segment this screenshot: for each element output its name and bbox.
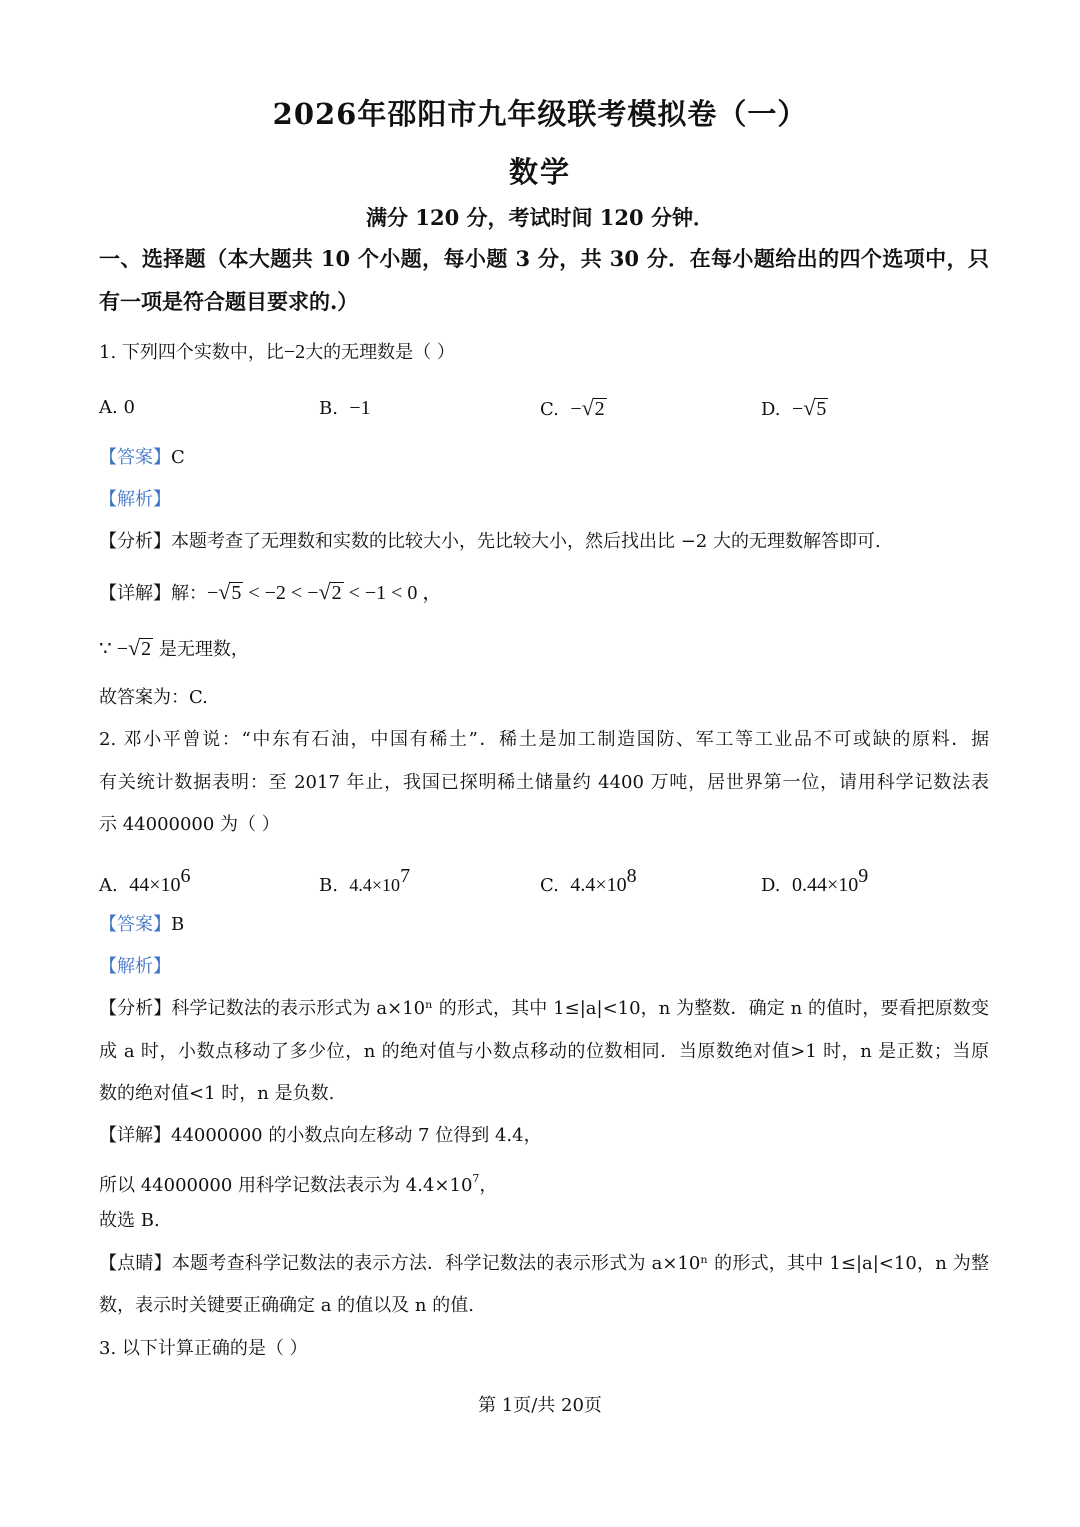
q2-option-d-base: 0.44×10 [791, 874, 859, 896]
q1-because-radicand: 2 [141, 638, 152, 660]
q1-answer [99, 446, 989, 470]
q2-fenxi-line3: 数的绝对值<1 时，n 是负数. [99, 1083, 335, 1104]
q1-stem-number: −2 [283, 341, 306, 363]
q2-option-a-exp: 6 [180, 865, 191, 887]
q1-option-c-label: C. [540, 399, 559, 420]
q2-answer-tag: 【答案】 [99, 914, 171, 935]
q1-fenxi [99, 530, 989, 554]
q1-conclusion: 故答案为：C. [99, 687, 208, 708]
q1-option-c-radicand: 2 [594, 398, 605, 420]
q2-answer-value: B [171, 914, 185, 935]
radical-sign-icon: √ [803, 395, 816, 420]
q1-option-d [761, 396, 828, 422]
q2-option-c-label: C. [540, 875, 559, 896]
q1-xiangjie-tag: 【详解】 [99, 583, 171, 604]
q2-xiangjie-tag: 【详解】 [99, 1125, 171, 1146]
q2-option-c [540, 864, 637, 898]
radical-sign-icon: √ [128, 635, 141, 660]
q1-answer-tag: 【答案】 [99, 447, 171, 468]
q2-option-d [761, 864, 868, 898]
q2-answer [99, 913, 989, 937]
q2-stem-line1: 2. 邓小平曾说：“中东有石油，中国有稀土”．稀土是加工制造国防、军工等工业品不可或缺的原料．据 [99, 729, 989, 750]
q1-ineq-b: < −2 < − [243, 582, 319, 604]
q2-fenxi-line2: 成 a 时，小数点移动了多少位，n 的绝对值与小数点移动的位数相同．当原数绝对值>1 时，n 是正数；当原 [99, 1041, 989, 1062]
q1-option-c-sign: − [570, 398, 582, 420]
q2-stem-line3: 示 44000000 为（ ） [99, 814, 280, 835]
q1-option-b [319, 396, 371, 421]
q2-option-b-base: 4.4×10 [349, 875, 401, 895]
q2-dianjing-text-1: 本题考查科学记数法的表示方法．科学记数法的表示形式为 a×10ⁿ 的形式，其中 1≤|a|<10，n 为整 [171, 1253, 989, 1274]
q2-dianjing-tag: 【点睛】 [99, 1253, 172, 1274]
q1-option-b-label: B. [319, 398, 338, 419]
q2-result-tail: ， [479, 1175, 498, 1196]
q2-option-b-label: B. [319, 875, 338, 896]
q1-stem [99, 340, 989, 365]
q1-ineq-radicand-2: 2 [331, 582, 342, 604]
exam-title: 2026年邵阳市九年级联考模拟卷（一） [272, 97, 808, 131]
q1-option-d-sign: − [791, 398, 804, 420]
q1-option-d-radicand: 5 [816, 398, 827, 420]
q1-xiangjie-prefix: 解： [171, 583, 207, 604]
q2-fenxi-line1 [99, 997, 989, 1021]
subject-title: 数学 [508, 155, 571, 189]
q2-option-d-label: D. [761, 875, 781, 896]
q2-xiangjie [99, 1124, 989, 1148]
radical-sign-icon: √ [581, 395, 594, 420]
q1-fenxi-text: 本题考查了无理数和实数的比较大小，先比较大小，然后找出比 −2 大的无理数解答即可. [171, 531, 881, 552]
q2-conclusion: 故选 B. [99, 1210, 160, 1231]
q1-ineq-a: − [207, 582, 219, 604]
radical-sign-icon: √ [218, 579, 231, 604]
q1-answer-value: C [171, 447, 185, 468]
q2-fenxi-tag: 【分析】 [99, 998, 172, 1019]
q2-stem-line2: 有关统计数据表明：至 2017 年止，我国已探明稀土储量约 4400 万吨，居世界第一位，请用科学记数法表 [99, 772, 989, 793]
q2-xiangjie-text: 44000000 的小数点向左移动 7 位得到 4.4， [171, 1125, 542, 1146]
q1-option-b-value: −1 [349, 397, 371, 419]
radical-sign-icon: √ [318, 579, 331, 604]
q1-option-c [540, 396, 607, 422]
q1-fenxi-tag: 【分析】 [99, 531, 171, 552]
q2-result [99, 1167, 989, 1198]
q1-ineq-c: < −1 < 0 ， [343, 582, 443, 604]
section-heading-line2: 有一项是符合题目要求的.） [99, 289, 359, 314]
q2-analysis-tag: 【解析】 [99, 956, 171, 977]
exam-info: 满分 120 分，考试时间 120 分钟． [366, 205, 714, 230]
q2-result-text: 所以 44000000 用科学记数法表示为 4.4×10 [99, 1175, 473, 1196]
q2-option-a [99, 864, 190, 898]
q2-option-c-exp: 8 [626, 865, 637, 887]
q3-stem: 3. 以下计算正确的是（ ） [99, 1338, 308, 1359]
q2-option-d-exp: 9 [858, 865, 869, 887]
q2-dianjing-line2: 数，表示时关键要正确确定 a 的值以及 n 的值. [99, 1295, 474, 1316]
q2-result-exp: 7 [472, 1172, 480, 1185]
q2-fenxi-text-1: 科学记数法的表示形式为 a×10ⁿ 的形式，其中 1≤|a|<10，n 为整数．确定 n 的值时，要看把原数变 [171, 998, 989, 1019]
q2-option-c-base: 4.4×10 [570, 874, 627, 896]
q2-dianjing-line1 [99, 1252, 989, 1276]
q2-option-a-label: A. [99, 875, 118, 896]
q1-stem-text-a: 1. 下列四个实数中，比 [99, 342, 284, 363]
q1-ineq-radicand-1: 5 [231, 582, 242, 604]
q2-option-b [319, 864, 410, 898]
q1-option-a: A. 0 [99, 397, 135, 418]
q2-option-b-exp: 7 [400, 865, 411, 887]
q1-because-text: ∵ − [99, 638, 129, 660]
q1-because [99, 636, 989, 662]
q1-stem-text-b: 大的无理数是（ ） [305, 342, 455, 363]
q1-analysis-tag: 【解析】 [99, 489, 171, 510]
q1-xiangjie [99, 580, 989, 606]
section-heading-line1: 一、选择题（本大题共 10 个小题，每小题 3 分，共 30 分．在每小题给出的四个选项中，只 [99, 246, 989, 271]
q1-because-tail: 是无理数， [153, 639, 249, 660]
q1-option-d-label: D. [761, 399, 781, 420]
page-footer: 第 1页/共 20页 [478, 1395, 602, 1416]
q2-option-a-base: 44×10 [129, 874, 181, 896]
